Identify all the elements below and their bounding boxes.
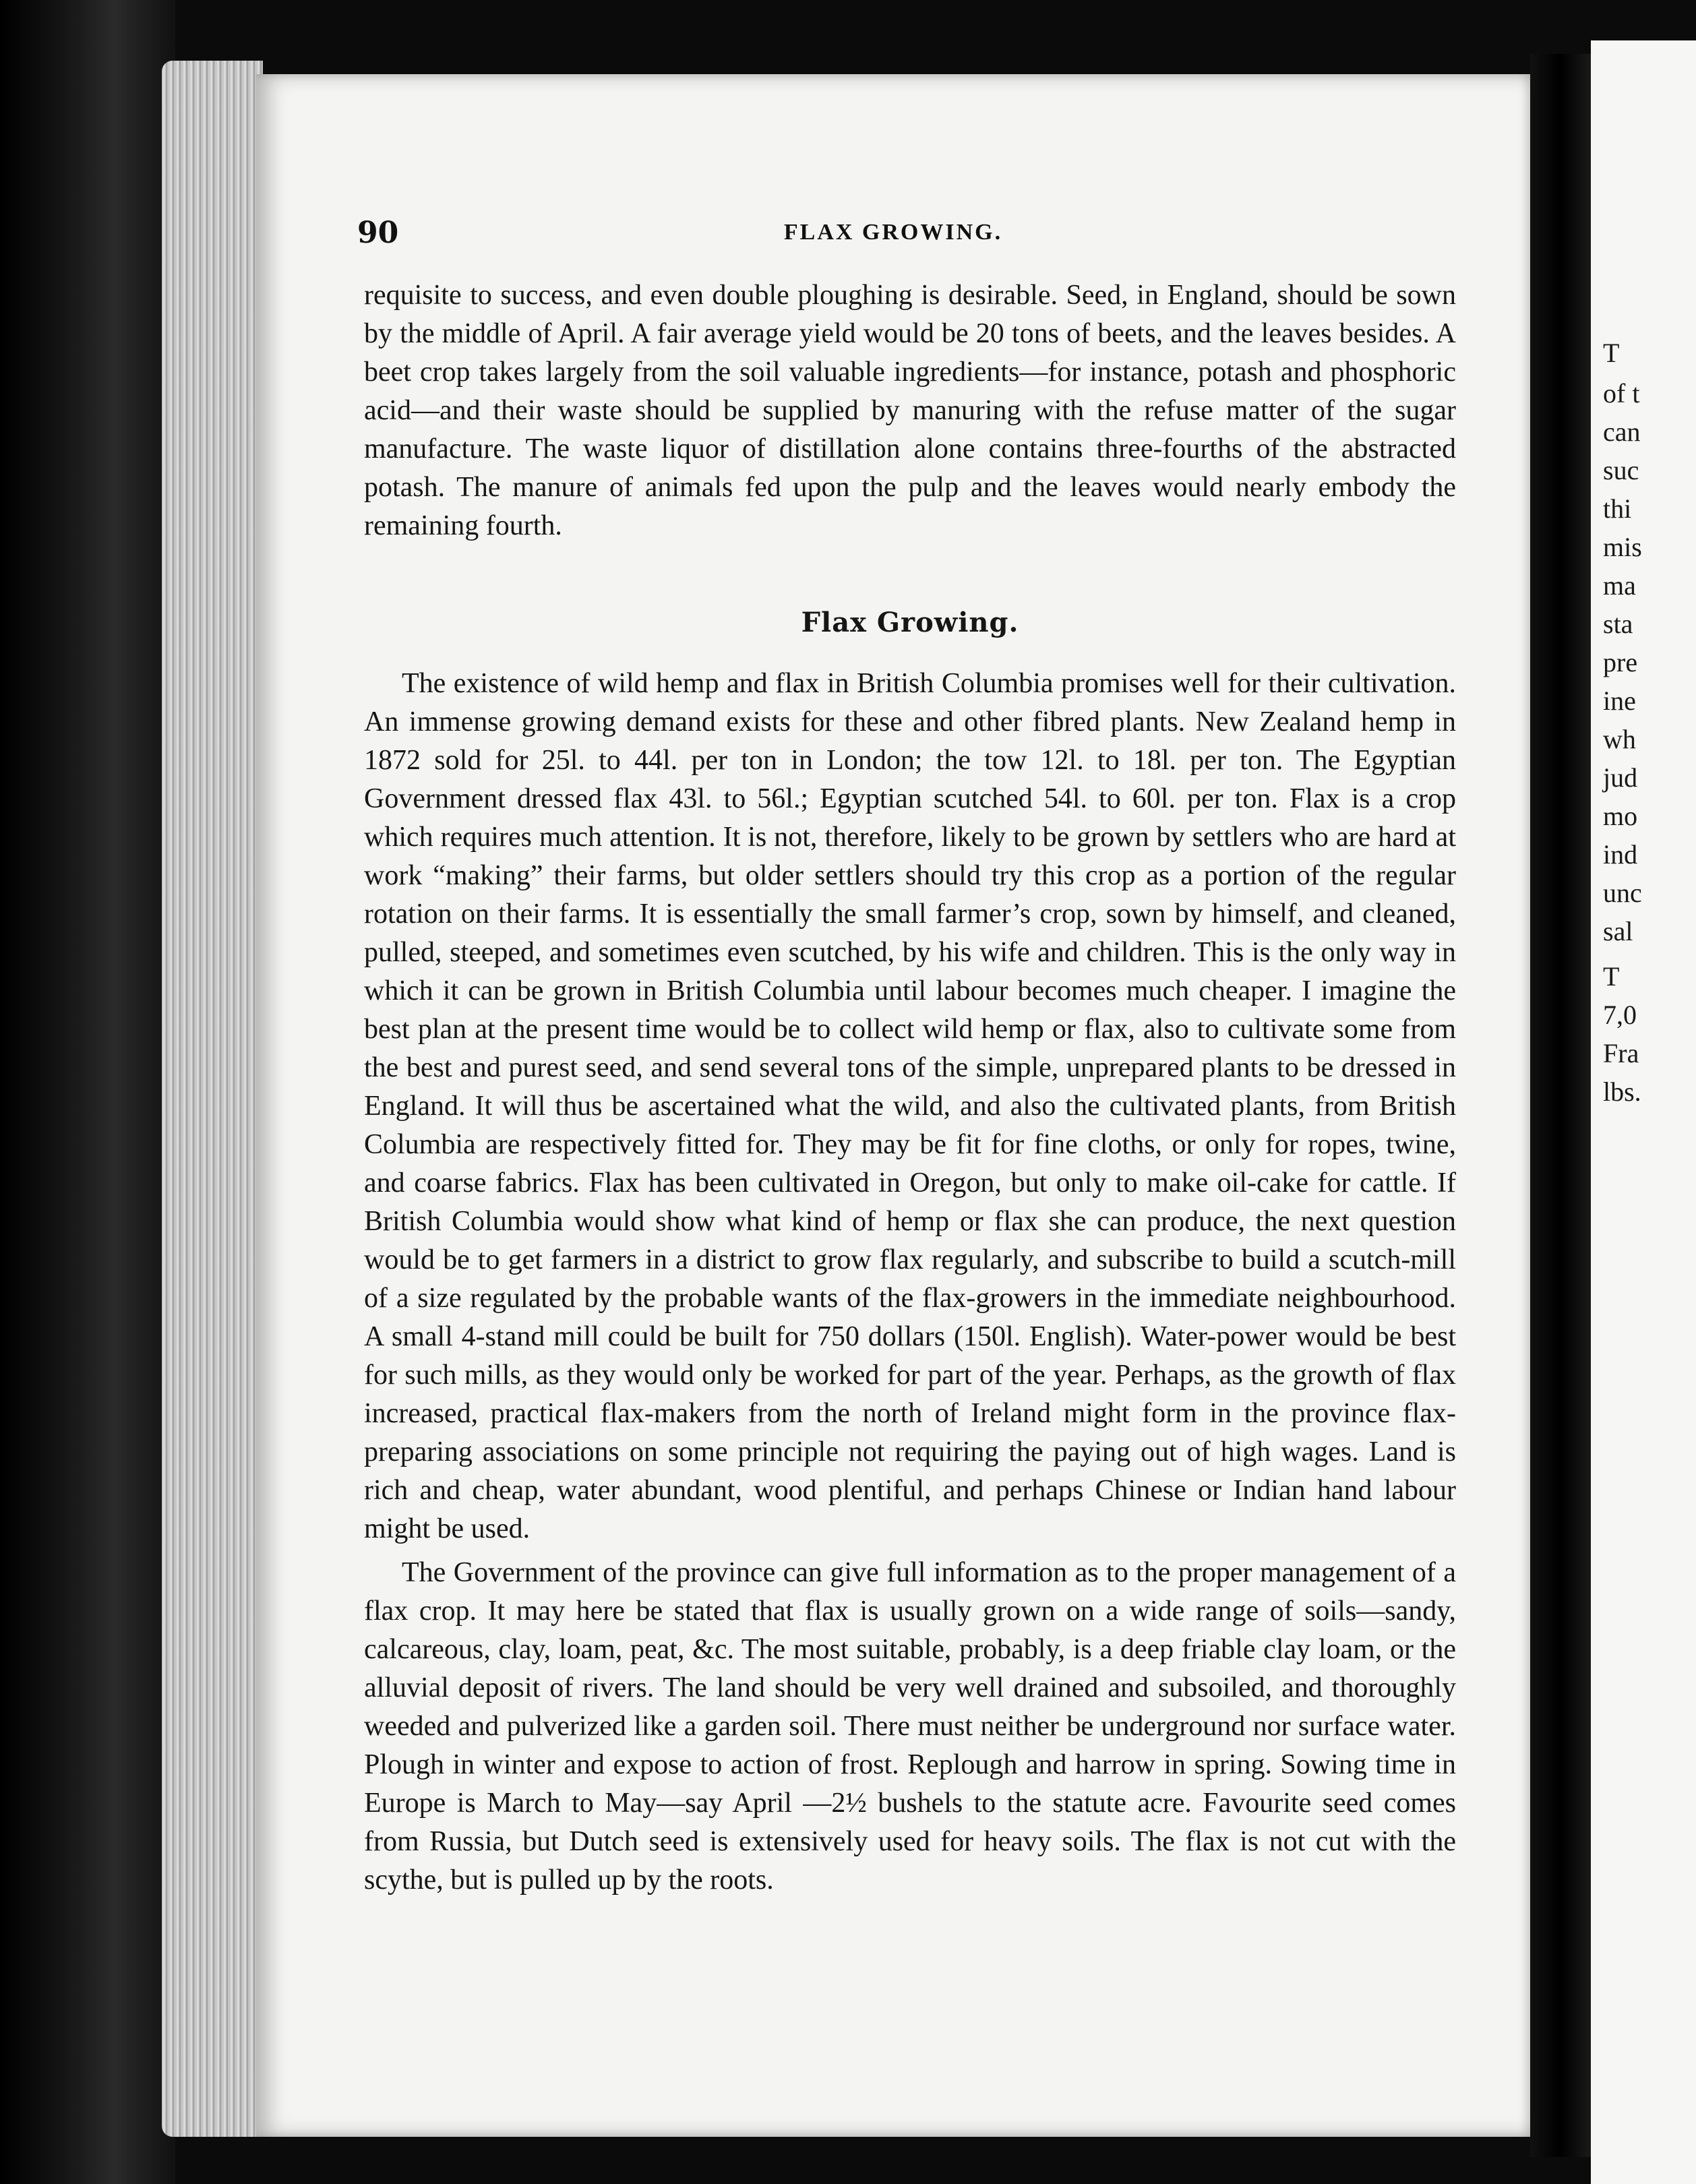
facing-page-fragment: ind: [1603, 839, 1638, 870]
paragraph-flax-management: The Government of the province can give full information as to the proper management of a flax crop. It may here be stated that flax is usually grown on a wide range of soils—sandy, calcareous, clay, loam, peat, &c. The most suitable, probably, is a deep friable clay loam, or the alluvial deposit of rivers. The land should be very well drained and subsoiled, and thoroughly weeded and pulverized like a garden soil. There must neither be underground nor surface water. Plough in winter and expose to action of frost. Replough and harrow in spring. Sowing time in Europe is March to May—say April —2½ bushels to the statute acre. Favourite seed comes from Russia, but Dutch seed is extensively used for heavy soils. The flax is not cut with the scythe, but is pulled up by the roots.: [364, 1557, 1456, 1895]
facing-page-fragment: suc: [1603, 455, 1639, 485]
facing-page-fragment: pre: [1603, 647, 1638, 677]
facing-page-fragment: ma: [1603, 570, 1636, 601]
facing-page: [1591, 40, 1696, 2184]
section-heading: Flax Growing.: [801, 607, 1019, 638]
book-gutter: [1530, 54, 1591, 2157]
facing-page-fragment: of t: [1603, 378, 1640, 408]
facing-page-fragment: sta: [1603, 609, 1633, 639]
facing-page-fragment: T: [1603, 338, 1620, 368]
facing-page-fragment: ine: [1603, 686, 1636, 716]
facing-page-fragment: can: [1603, 417, 1641, 447]
facing-page-fragment: mo: [1603, 801, 1638, 831]
running-title: FLAX GROWING.: [783, 220, 1003, 245]
intro-paragraph: requisite to success, and even double ploughing is desirable. Seed, in England, should be sown by the middle of April. A fair average yield would be 20 tons of beets, and the leaves besides. A beet crop takes largely from the soil valuable ingredients—for instance, potash and phosphoric acid—and their waste should be supplied by manuring with the refuse matter of the sugar manufacture. The waste liquor of distillation alone contains three-fourths of the abstracted potash. The manure of animals fed upon the pulp and the leaves would nearly embody the remaining fourth.: [364, 280, 1456, 541]
book-spine: [0, 0, 175, 2184]
page-body: [364, 276, 1456, 1900]
facing-page-fragment: mis: [1603, 532, 1642, 562]
facing-page-fragment: lbs.: [1603, 1076, 1641, 1107]
facing-page-fragment: jud: [1603, 762, 1638, 793]
paragraph-flax-hemp: The existence of wild hemp and flax in British Columbia promises well for their cultivation. An immense growing demand exists for these and other fibred plants. New Zealand hemp in 1872 sold for 25l. to 44l. per ton in London; the tow 12l. to 18l. per ton. The Egyptian Government dressed flax 43l. to 56l.; Egyptian scutched 54l. to 60l. per ton. Flax is a crop which requires much attention. It is not, therefore, likely to be grown by settlers who are hard at work “making” their farms, but older settlers should try this crop as a portion of the regular rotation on their farms. It is essentially the small farmer’s crop, sown by himself, and cleaned, pulled, steeped, and sometimes even scutched, by his wife and children. This is the only way in which it can be grown in British Columbia until labour becomes much cheaper. I imagine the best plan at the present time would be to collect wild hemp or flax, also to cultivate some from the best and purest seed, and send several tons of the simple, unprepared plants to be dressed in England. It will thus be ascertained what the wild, and also the cultivated plants, from British Columbia are respectively fitted for. They may be fit for fine cloths, or only for ropes, twine, and coarse fabrics. Flax has been cultivated in Oregon, but only to make oil-cake for cattle. If British Columbia would show what kind of hemp or flax she can produce, the next question would be to get farmers in a district to grow flax regularly, and subscribe to build a scutch-mill of a size regulated by the probable wants of the flax-growers in the immediate neighbourhood. A small 4-stand mill could be built for 750 dollars (150l. English). Water-power would be best for such mills, as they would only be worked for part of the year. Perhaps, as the growth of flax increased, practical flax-makers from the north of Ireland might form in the province flax-preparing associations on some principle not requiring the paying out of high wages. Land is rich and cheap, water abundant, wood plentiful, and perhaps Chinese or Indian hand labour might be used.: [364, 668, 1456, 1544]
page-edges: [162, 61, 263, 2137]
facing-page-fragment: wh: [1603, 724, 1636, 754]
page-number: 90: [357, 216, 399, 250]
book-page: [256, 74, 1530, 2137]
facing-page-fragment: 7,0: [1603, 1000, 1637, 1030]
facing-page-fragment: unc: [1603, 878, 1642, 908]
facing-page-fragment: Fra: [1603, 1038, 1639, 1068]
running-head: [357, 216, 1429, 256]
facing-page-fragment: T: [1603, 961, 1620, 992]
facing-page-fragment: sal: [1603, 916, 1633, 946]
facing-page-fragment: thi: [1603, 493, 1632, 524]
